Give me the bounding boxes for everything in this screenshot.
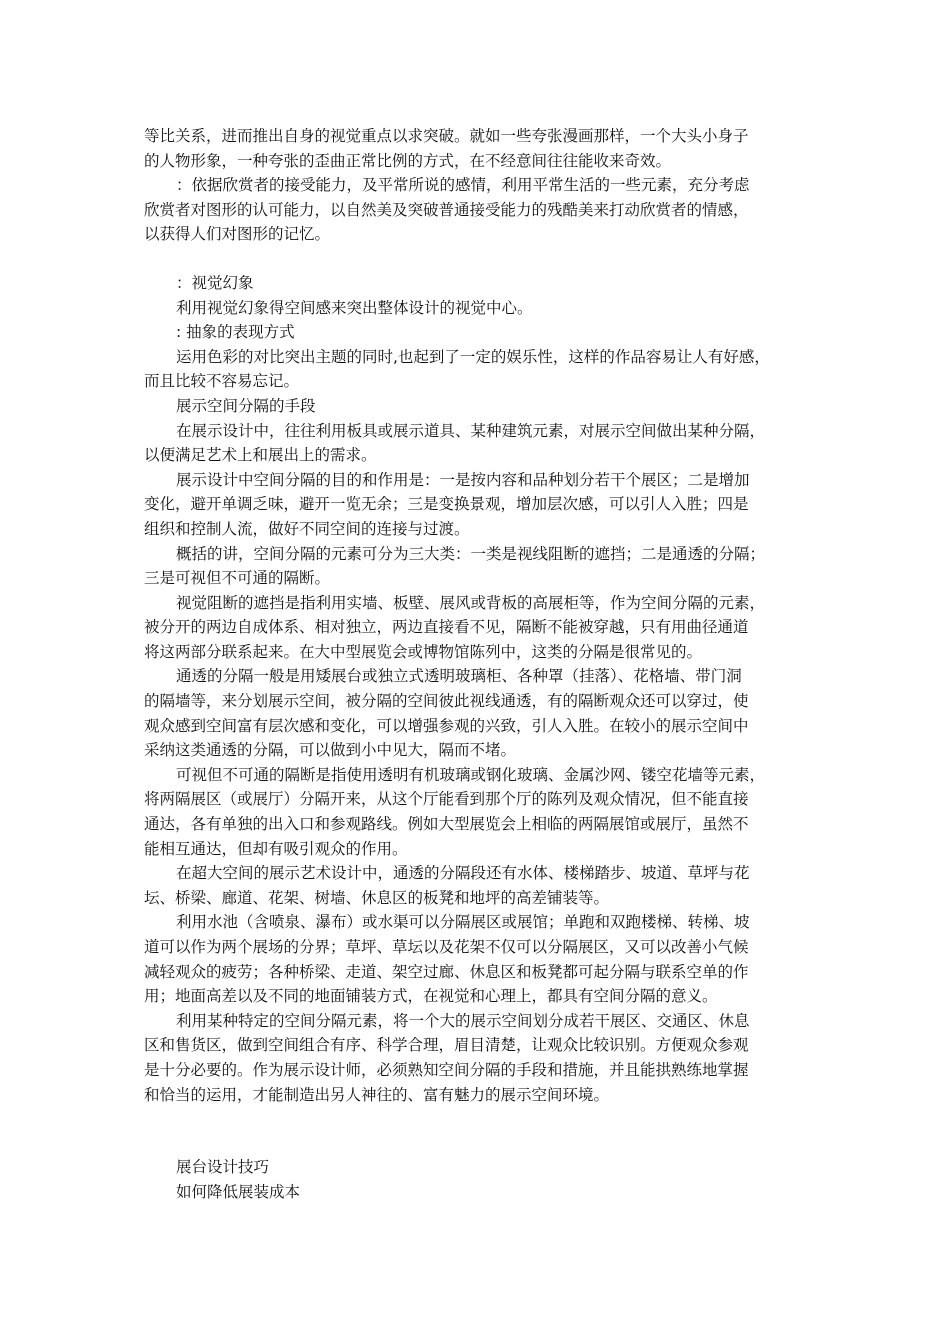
paragraph-proportion-continuation: 等比关系，进而推出自身的视觉重点以求突破。就如一些夸张漫画那样，一个大头小身子 的人物形象，一种夸张的歪曲正常比例的方式，在不经意间往往能收来奇效。 (144, 127, 749, 170)
heading-reduce-cost: 如何降低展装成本 (176, 1182, 301, 1201)
blank-lines (144, 1107, 812, 1155)
paragraph-transparent-division: 通透的分隔一般是用矮展台或独立式透明玻璃柜、各种罩（挂落）、花格墙、带门洞 的隔墙等，来分划展示空间，被分隔的空间彼此视线通透，有的隔断观众还可以穿过，使 观众感到空间富有层次感和变化，可以增强参观的兴致，引人入胜。在较小的展示空间中 采纳这类通透的分隔，可以做到小中见大，隔而不堵。 (144, 667, 749, 760)
paragraph-color-contrast: 运用色彩的对比突出主题的同时,也起到了一定的娱乐性，这样的作品容易让人有好感， 而且比较不容易忘记。 (144, 347, 770, 391)
document-body (144, 124, 812, 1204)
paragraph-division-types: 概括的讲，空间分隔的元素可分为三大类：一类是视线阻断的遮挡；二是通透的分隔； 三是可视但不可通的隔断。 (144, 544, 766, 588)
heading-abstract-expression: : 抽象的表现方式 (176, 323, 295, 342)
heading-booth-design: 展台设计技巧 (176, 1158, 270, 1177)
heading-visual-illusion: ：视觉幻象 (176, 273, 254, 292)
paragraph-water-stairs: 利用水池（含喷泉、瀑布）或水渠可以分隔展区或展馆；单跑和双跑楼梯、转梯、坡 道可以作为两个展场的分界；草坪、草坛以及花架不仅可以分隔展区，又可以改善小气候 减轻观众的疲劳；各种桥梁、走道、架空过廊、休息区和板凳都可起分隔与联系空单的作 用；地面高差以及不同的地面铺装方式，在视觉和心理上，都具有空间分隔的意义。 (144, 913, 750, 1006)
paragraph-conclusion: 利用某种特定的空间分隔元素，将一个大的展示空间划分成若干展区、交通区、休息 区和售货区，做到空间组合有序、科学合理，眉目清楚，让观众比较识别。方便观众参观 是十分必要的。作为展示设计师，必须熟知空间分隔的手段和措施，并且能拱熟练地掌握 和恰当的运用，才能制造出另人神往的、富有魅力的展示空间环境。 (144, 1011, 750, 1104)
paragraph-large-space: 在超大空间的展示艺术设计中，通透的分隔段还有水体、楼梯踏步、坡道、草坪与花 坛、桥梁、廊道、花架、树墙、休息区的板凳和地坪的高差铺装等。 (144, 864, 750, 907)
paragraph-visual-illusion: 利用视觉幻象得空间感来突出整体设计的视觉中心。 (176, 298, 533, 317)
heading-space-division: 展示空间分隔的手段 (176, 396, 316, 415)
paragraph-emotional-appeal: ：依据欣赏者的接受能力，及平常所说的感情，利用平常生活的一些元素，充分考虑 欣赏者对图形的认可能力，以自然美及突破普通接受能力的残酷美来打动欣赏者的情感， 以获得人们对图形的记忆。 (144, 176, 750, 244)
paragraph-visible-impassable: 可视但不可通的隔断是指使用透明有机玻璃或钢化玻璃、金属沙网、镂空花墙等元素， 将两隔展区（或展厅）分隔开来，从这个厅能看到那个厅的陈列及观众情况，但不能直接 通达，各有单独的出入口和参观路线。例如大型展览会上相临的两隔展馆或展厅，虽然不 能相互通达，但却有吸引观众的作用。 (144, 765, 766, 858)
paragraph-blocking-division: 视觉阻断的遮挡是指利用实墙、板壁、展风或背板的高展柜等，作为空间分隔的元素， 被分开的两边自成体系、相对独立，两边直接看不见，隔断不能被穿越，只有用曲径通道 将这两部分联系起来。在大中型展览会或博物馆陈列中，这类的分隔是很常见的。 (144, 593, 766, 661)
paragraph-division-purpose: 展示设计中空间分隔的目的和作用是：一是按内容和品种划分若干个展区；二是增加 变化，避开单调乏味，避开一览无余；三是变换景观，增加层次感，可以引人入胜；四是 组织和控制人流，做好不同空间的连接与过渡。 (144, 470, 750, 538)
blank-line (144, 247, 812, 271)
paragraph-division-intro: 在展示设计中，往往利用板具或展示道具、某种建筑元素，对展示空间做出某种分隔， 以便满足艺术上和展出上的需求。 (144, 421, 766, 465)
